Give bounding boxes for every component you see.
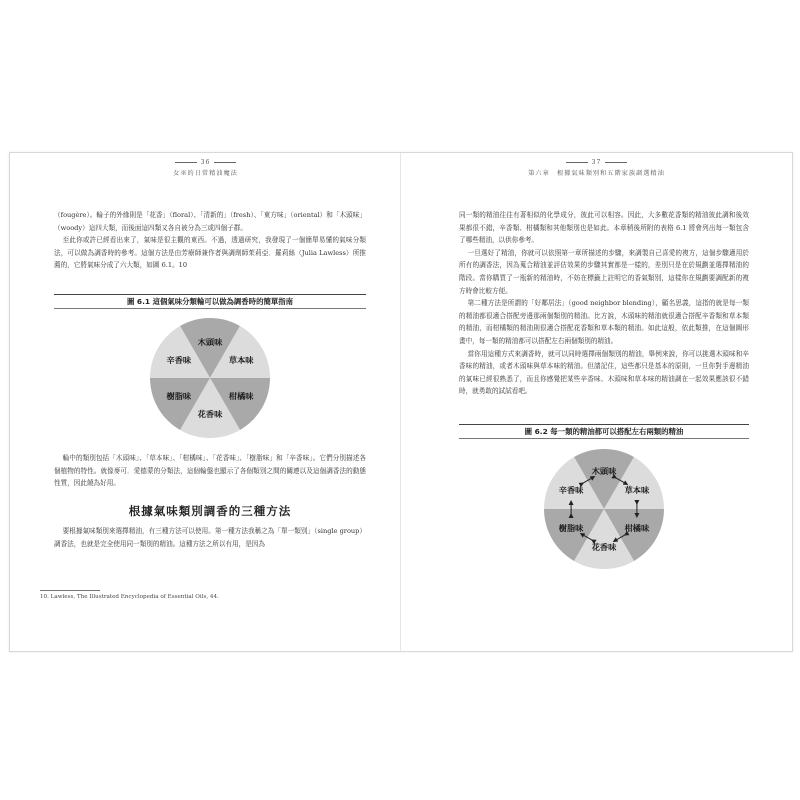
left-page-number: 36 <box>200 159 211 166</box>
left-section-paragraph: 要根據氣味類別來選擇精油，有三種方法可以使用。第一種方法我稱之為「單一類別」（single group）調香法，也就是完全使用同一類別的精油。這種方法之所以有用，是因為 <box>54 527 366 548</box>
wheel-segment-label: 花香味 <box>591 542 617 552</box>
right-paragraph-3: 第二種方法是所謂的「好鄰居法」（good neighbor blending），顧名思義，這指的就是每一類的精油都很適合搭配旁邊那兩個類別的精油。比方說，木頭味的精油就很適合搭配辛香類和草本類的精油，而柑橘類的精油則很適合搭配花香類和草本類的精油。如此這般，依此類推，在這個圖形畫中，每一類的精油都可以搭配左右兩個類別的精油。 <box>459 299 749 345</box>
wheel-segment-label: 柑橘味 <box>624 523 650 533</box>
wheel-segment-label: 辛香味 <box>166 355 192 365</box>
section-title: 根據氣味類別調香的三種方法 <box>128 504 292 518</box>
right-running-head: 第六章 根據氣味類別和五階家族調選精油 <box>528 170 665 177</box>
right-page-number: 37 <box>591 159 602 166</box>
left-after-figure-text <box>54 452 366 490</box>
right-body-text <box>459 209 749 398</box>
left-header <box>10 159 401 177</box>
right-paragraph-2: 一旦選好了精油，你就可以依照第一章所描述的步驟，來調製自己喜愛的複方，這個步驟適用於所有的調香法，因為蒐合精油並評估效果的步驟其實都是一樣的，差別只是在於規劃並選擇精油的階段。當你購買了一瓶新的精油時，不妨在標籤上註明它的香氣類別，這樣你在規劃要調配新的複方時會比較方便。 <box>459 248 749 295</box>
left-after-paragraph: 輪中的類別包括「木頭味」、「草本味」、「柑橘味」、「花香味」、「樹脂味」和「辛香味」。它們分別描述各個植物的特性。就像麥可．愛德蒙的分類法，這個輪盤也顯示了各個類別之間的關連以及這個調香法的動態性質，因此饒為好用。 <box>54 454 366 488</box>
wheel-segment-label: 草本味 <box>228 355 254 365</box>
wheel-segment-label: 辛香味 <box>558 485 584 495</box>
wheel-segment-label: 花香味 <box>197 409 223 419</box>
book-spread <box>9 152 793 652</box>
scent-wheel-6-2 <box>542 447 666 571</box>
left-section-text <box>54 525 366 550</box>
figure-6-1-title: 圖 6.1 這個氣味分類輪可以做為調香時的簡單指南 <box>54 294 366 309</box>
left-intro-text <box>54 209 366 272</box>
right-page <box>401 153 792 651</box>
wheel-segment-label: 木頭味 <box>591 466 617 476</box>
right-paragraph-4: 當你用這種方式來調香時，就可以同時選擇兩個類別的精油，舉例來說，你可以挑選木頭味和辛香味的精油，或者木頭味與草本味的精油。但請記住，這些都只是基本的原則，一旦你對手邊精油的氣味已經很熟悉了，而且你感覺把某些辛香味、木頭味和草本味的精油調在一起效果應該很不錯時，就勇敢的試試看吧。 <box>459 349 749 396</box>
figure-6-2-title: 圖 6.2 每一類的精油都可以搭配左右兩類的精油 <box>459 424 749 439</box>
left-intro-paragraph-1: （fougère）。輪子的外緣則是「花香」（floral）、「清新的」（fresh）、「東方味」（oriental）和「木頭味」（woody）這四大類，而後面這四類又各自被分為三或四個子群。 <box>54 211 366 232</box>
left-running-head: 女巫的日常精油魔法 <box>173 170 238 177</box>
wheel-segment-label: 草本味 <box>624 485 650 495</box>
wheel-segment-label: 樹脂味 <box>166 391 192 401</box>
wheel-segment-label: 樹脂味 <box>558 523 584 533</box>
scent-wheel-6-1 <box>148 316 272 440</box>
wheel-segment-label: 柑橘味 <box>228 391 254 401</box>
right-header <box>401 159 792 177</box>
wheel-segment-label: 木頭味 <box>197 337 223 347</box>
footnote-rule <box>40 590 100 591</box>
right-paragraph-1: 同一類的精油往往有著相似的化學成分，彼此可以相容。因此，大多數花香類的精油彼此調和後效果都很不錯，辛香類、柑橘類和其他類別也是如此。本章稍後所附的表格 6.1 將會列出每一類包含了哪些精油，以供你參考。 <box>459 211 749 245</box>
footnote: 10. Lawless, The Illustrated Encyclopedia of Essential Oils, 44. <box>40 594 219 600</box>
left-intro-paragraph-2: 至此你或許已經看出來了，氣味是很主觀的東西。不過，透過研究，我發現了一個簡單易懂的氣味分類法，可以做為調香時的參考。這個方法是由芳療師兼作者與調劑師茱莉亞．羅莉絲（Julia Lawless）所推薦的，它將氣味分成了六大類，如圖 6.1。10 <box>54 236 366 270</box>
left-page <box>10 153 401 651</box>
